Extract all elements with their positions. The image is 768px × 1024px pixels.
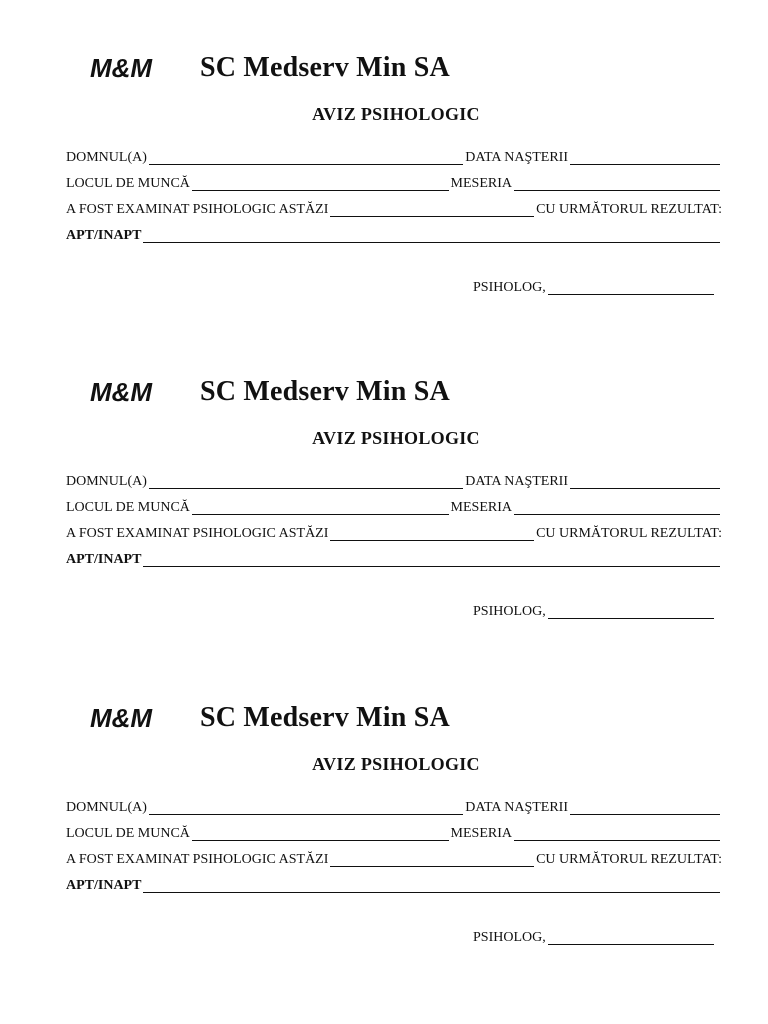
examinat-date-field[interactable] <box>330 526 534 541</box>
row-examinat <box>66 198 722 218</box>
form-header <box>90 374 450 410</box>
aviz-form-1 <box>0 40 768 360</box>
psiholog-signature <box>473 926 716 946</box>
psiholog-label: PSIHOLOG, <box>473 930 546 945</box>
locul-de-munca-field[interactable] <box>192 500 449 515</box>
domnul-label: DOMNUL(A) <box>66 800 147 815</box>
company-logo <box>90 701 186 735</box>
examinat-label: A FOST EXAMINAT PSIHOLOGIC ASTĂZI <box>66 202 329 217</box>
apt-inapt-label: APT/INAPT <box>66 552 142 567</box>
psiholog-label: PSIHOLOG, <box>473 280 546 295</box>
company-name: SC Medserv Min SA <box>200 52 450 83</box>
data-nasterii-field[interactable] <box>570 474 720 489</box>
apt-inapt-field[interactable] <box>143 228 720 243</box>
locul-de-munca-field[interactable] <box>192 826 449 841</box>
form-title: AVIZ PSIHOLOGIC <box>312 428 480 448</box>
psiholog-signature-field[interactable] <box>548 930 714 945</box>
psiholog-signature <box>473 600 716 620</box>
rezultat-label: CU URMĂTORUL REZULTAT: <box>536 852 722 867</box>
row-apt-inapt <box>66 548 722 568</box>
logo-text: M&M <box>90 703 153 733</box>
company-logo <box>90 51 186 85</box>
psiholog-signature <box>473 276 716 296</box>
meseria-field[interactable] <box>514 826 720 841</box>
locul-de-munca-field[interactable] <box>192 176 449 191</box>
examinat-label: A FOST EXAMINAT PSIHOLOGIC ASTĂZI <box>66 526 329 541</box>
domnul-field[interactable] <box>149 150 463 165</box>
row-domnul <box>66 146 722 166</box>
examinat-date-field[interactable] <box>330 852 534 867</box>
company-logo <box>90 375 186 409</box>
examinat-label: A FOST EXAMINAT PSIHOLOGIC ASTĂZI <box>66 852 329 867</box>
domnul-field[interactable] <box>149 800 463 815</box>
data-nasterii-label: DATA NAŞTERII <box>465 150 568 165</box>
psiholog-label: PSIHOLOG, <box>473 604 546 619</box>
row-locul-de-munca <box>66 822 722 842</box>
meseria-label: MESERIA <box>450 500 512 515</box>
row-domnul <box>66 470 722 490</box>
logo-text: M&M <box>90 377 153 407</box>
rezultat-label: CU URMĂTORUL REZULTAT: <box>536 202 722 217</box>
domnul-field[interactable] <box>149 474 463 489</box>
row-domnul <box>66 796 722 816</box>
locul-de-munca-label: LOCUL DE MUNCĂ <box>66 500 190 515</box>
locul-de-munca-label: LOCUL DE MUNCĂ <box>66 826 190 841</box>
row-examinat <box>66 522 722 542</box>
logo-text: M&M <box>90 53 153 83</box>
apt-inapt-label: APT/INAPT <box>66 878 142 893</box>
rezultat-label: CU URMĂTORUL REZULTAT: <box>536 526 722 541</box>
row-examinat <box>66 848 722 868</box>
domnul-label: DOMNUL(A) <box>66 474 147 489</box>
form-header <box>90 700 450 736</box>
form-header <box>90 50 450 86</box>
row-apt-inapt <box>66 224 722 244</box>
company-name: SC Medserv Min SA <box>200 702 450 733</box>
apt-inapt-label: APT/INAPT <box>66 228 142 243</box>
company-name: SC Medserv Min SA <box>200 376 450 407</box>
psiholog-signature-field[interactable] <box>548 604 714 619</box>
meseria-label: MESERIA <box>450 826 512 841</box>
psiholog-signature-field[interactable] <box>548 280 714 295</box>
meseria-field[interactable] <box>514 176 720 191</box>
domnul-label: DOMNUL(A) <box>66 150 147 165</box>
meseria-label: MESERIA <box>450 176 512 191</box>
row-locul-de-munca <box>66 172 722 192</box>
row-locul-de-munca <box>66 496 722 516</box>
form-title: AVIZ PSIHOLOGIC <box>312 754 480 774</box>
meseria-field[interactable] <box>514 500 720 515</box>
locul-de-munca-label: LOCUL DE MUNCĂ <box>66 176 190 191</box>
examinat-date-field[interactable] <box>330 202 534 217</box>
aviz-form-3 <box>0 690 768 1010</box>
apt-inapt-field[interactable] <box>143 552 720 567</box>
aviz-form-2 <box>0 364 768 684</box>
data-nasterii-label: DATA NAŞTERII <box>465 474 568 489</box>
data-nasterii-label: DATA NAŞTERII <box>465 800 568 815</box>
data-nasterii-field[interactable] <box>570 800 720 815</box>
row-apt-inapt <box>66 874 722 894</box>
data-nasterii-field[interactable] <box>570 150 720 165</box>
apt-inapt-field[interactable] <box>143 878 720 893</box>
form-title: AVIZ PSIHOLOGIC <box>312 104 480 124</box>
